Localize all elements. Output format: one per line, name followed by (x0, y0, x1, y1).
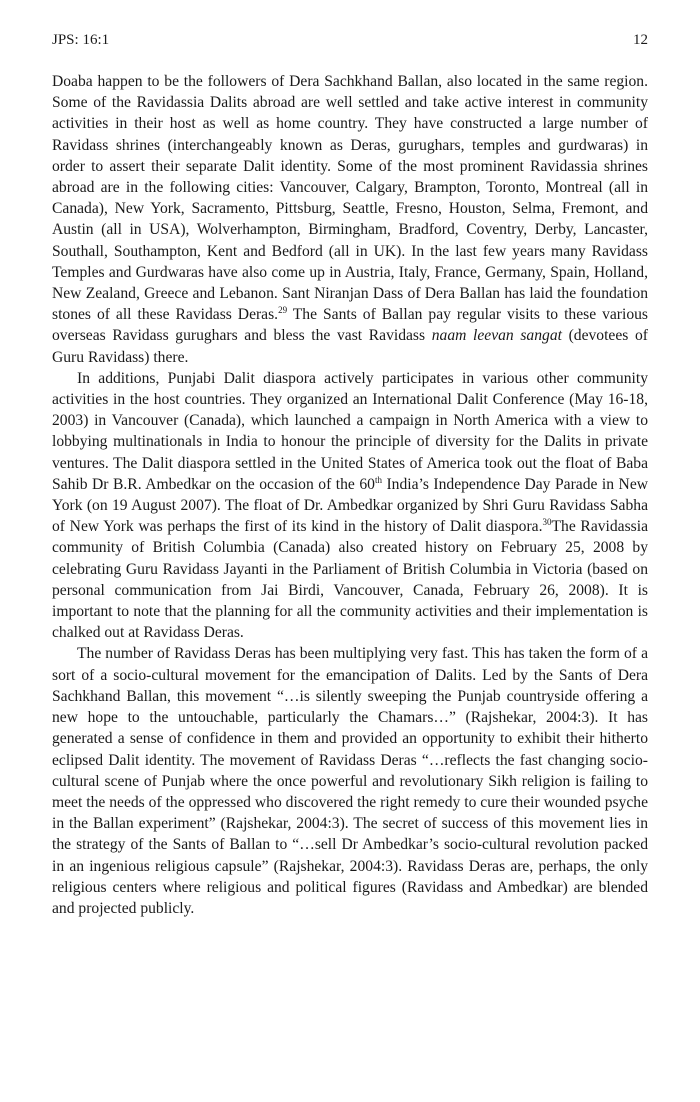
paragraph-3-text: The number of Ravidass Deras has been multiplying very fast. This has taken the form of a sort of a socio-cultural movement for the emancipation of Dalits. Led by the Sants of Dera Sachkhand Ballan, this movement “…is silently sweeping the Punjab countryside offering a new hope to the untouchable, particularly the Chamars…” (Rajshekar, 2004:3). It has generated a sense of confidence in them and provided an opportunity to exhibit their hitherto eclipsed Dalit identity. The movement of Ravidass Deras “…reflects the fast changing socio-cultural scene of Punjab where the once powerful and revolutionary Sikh religion is failing to meet the needs of the oppressed who discovered the right remedy to cure their wounded psyche in the Ballan experiment” (Rajshekar, 2004:3). The secret of success of this movement lies in the strategy of the Sants of Ballan to “…sell Dr Ambedkar’s socio-cultural revolution packed in an ingenious religious capsule” (Rajshekar, 2004:3). Ravidass Deras are, perhaps, the only religious centers where religious and political figures (Ravidass and Ambedkar) are blended and projected publicly. (52, 645, 648, 917)
paragraph-2 (52, 368, 648, 644)
paragraph-2-text-end: The Ravidassia community of British Columbia (Canada) also created history on February 25, 2008 by celebrating Guru Ravidass Jayanti in the Parliament of British Columbia in Victoria (based on personal communication from Jai Birdi, Vancouver, Canada, February 26, 2008). It is important to note that the planning for all the community activities and their implementation is chalked out at Ravidass Deras. (52, 518, 648, 642)
paragraph-1-text-end: (devotees of Guru Ravidass) there. (52, 327, 648, 366)
paragraph-1-text: Doaba happen to be the followers of Dera Sachkhand Ballan, also located in the same region. Some of the Ravidassia Dalits abroad are well settled and take active interest in community activities in their host as well as home country. They have constructed a large number of Ravidass shrines (interchangeably known as Deras, gurughars, temples and gurdwaras) in order to assert their separate Dalit identity. Some of the most prominent Ravidassia shrines abroad are in the following cities: Vancouver, Calgary, Brampton, Toronto, Montreal (all in Canada), New York, Sacramento, Pittsburg, Seattle, Fresno, Houston, Selma, Fremont, and Austin (all in USA), Wolverhampton, Birmingham, Bradford, Coventry, Derby, Lancaster, Southall, Southampton, Kent and Bedford (all in UK). In the last few years many Ravidass Temples and Gurdwaras have also come up in Austria, Italy, France, Germany, Spain, Holland, New Zealand, Greece and Lebanon. Sant Niranjan Dass of Dera Ballan has laid the foundation stones of all these Ravidass Deras. (52, 73, 648, 324)
footnote-ref-30: 30 (542, 517, 552, 528)
paragraph-1-text-cont: The Sants of Ballan pay regular visits to these various overseas Ravidass gurughars and bless the vast Ravidass (52, 306, 648, 345)
page-number: 12 (633, 32, 648, 48)
paragraph-2-text-cont: India’s Independence Day Parade in New York (on 19 August 2007). The float of Dr. Ambedkar organized by Shri Guru Ravidass Sabha of New York was perhaps the first of its kind in the history of Dalit diaspora. (52, 475, 648, 536)
ordinal-suffix: th (374, 474, 382, 485)
running-header (52, 30, 648, 50)
italic-term: naam leevan sangat (431, 327, 562, 345)
paragraph-2-text: In additions, Punjabi Dalit diaspora actively participates in various other community activities in the host countries. They organized an International Dalit Conference (May 16-18, 2003) in Vancouver (Canada), which launched a campaign in North America with a view to lobbying multinationals in India to honour the principle of diversity for the Dalits in private ventures. The Dalit diaspora settled in the United States of America took out the float of Baba Sahib Dr B.R. Ambedkar on the occasion of the 60 (52, 369, 648, 493)
paragraph-3 (52, 643, 648, 919)
body-text (52, 71, 648, 919)
journal-citation: JPS: 16:1 (52, 32, 110, 48)
paragraph-1 (52, 71, 648, 368)
footnote-ref-29: 29 (278, 305, 288, 316)
